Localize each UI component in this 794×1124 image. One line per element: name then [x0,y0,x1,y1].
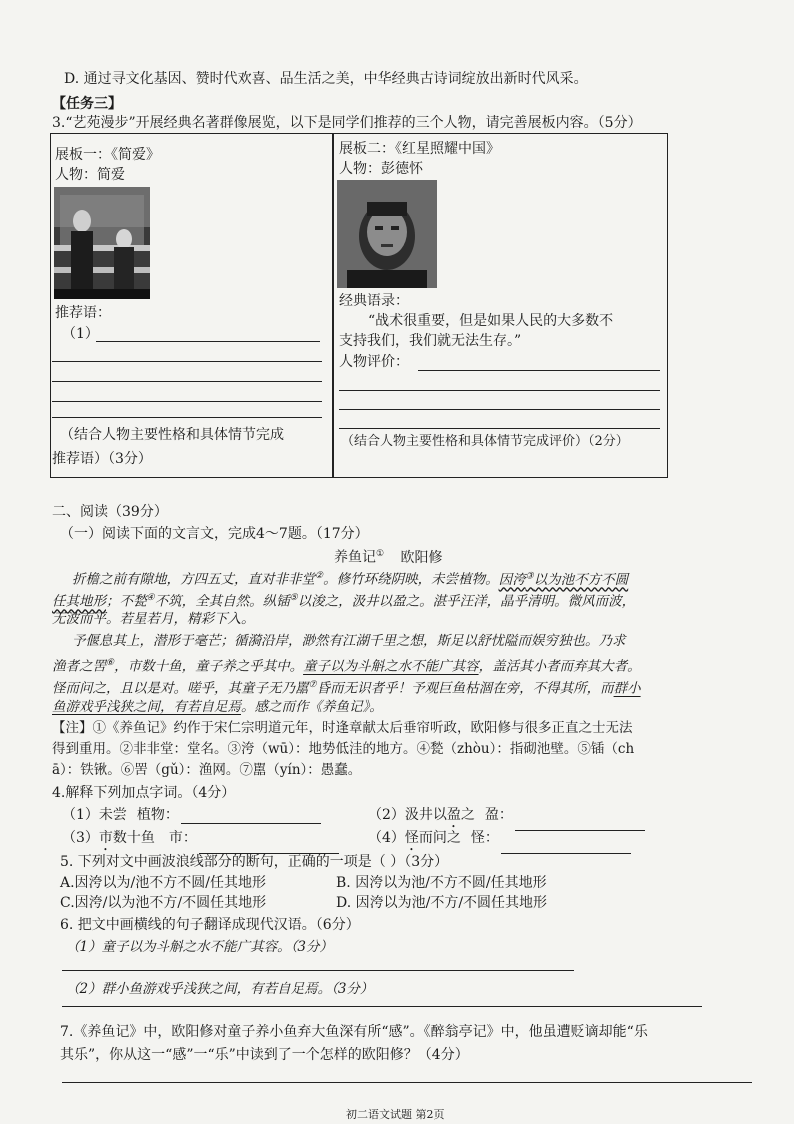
text-span: ，盖活其小者而弃其大者。 [478,658,641,675]
passage-p2-line3 [52,676,641,698]
board1-answer-line[interactable] [52,381,322,382]
q6-item2: （2）群小鱼游戏乎浅狭之间，有若自足焉。（3分） [66,981,374,997]
passage-p2-line2 [52,654,641,676]
q4-item1 [62,806,321,824]
text-span: 盈： [484,807,513,823]
task3-heading: 【任务三】 [52,96,122,112]
board2-answer-line[interactable] [418,370,660,371]
dotted-char: 市 [98,830,113,846]
footnote-marker: ⑥ [106,658,115,668]
text-span: 之 [460,807,475,823]
passage-author: 欧阳修 [400,549,443,566]
text-span: ；不甃 [106,593,147,610]
passage-p1-line2 [52,589,635,611]
q6-item1: （1）童子以为斗斛之水不能广其容。（3分） [66,939,333,955]
page-footer: 初二语文试题 第2页 [346,1108,445,1121]
footnote-marker: ③ [525,571,534,581]
text-span: 折檐之前有隙地，方四五丈，直对非非堂 [72,571,315,588]
text-span: （4） [368,830,405,846]
section2-heading: 二、阅读（39分） [52,504,168,520]
q5-option-d[interactable]: D. 因洿以为池/不方/不圆任其地形 [336,895,548,911]
board2-quote-1: “战术很重要，但是如果人民的大多数不 [368,313,614,329]
jane-eyre-photo [54,187,150,299]
q5-stem: 5. 下列对文中画波浪线部分的断句，正确的一项是（ ）（3分） [60,854,449,870]
footnote-marker: ⑤ [289,593,298,603]
text-span: 怪而问之，且以是对。嗟乎，其童子无乃嚚 [52,680,309,697]
board1-item-num: （1） [62,326,99,342]
q4-blank4[interactable] [501,839,631,854]
text-span: 怪： [470,830,499,846]
q7-answer-line[interactable] [62,1082,752,1083]
text-span: 市： [168,830,197,846]
task3-question: 3.“艺苑漫步”开展经典名著群像展览，以下是同学们推荐的三个人物，请完善展板内容。（5分） [52,115,642,131]
wavy-segment: 任其地形 [52,593,106,610]
text-span: 。修竹环绕阴映，未尝植物。 [323,571,499,588]
q4-blank3[interactable] [199,839,339,854]
section2-sub1: （一）阅读下面的文言文，完成4～7题。（17分） [60,526,369,542]
text-span: 而问之 [418,830,461,846]
q5-option-c[interactable]: C.因洿/以为池不方/不圆任其地形 [60,895,267,911]
board2-quote-2: 支持我们，我们就无法生存。” [339,333,522,349]
q6-answer-line[interactable] [62,970,574,971]
text-span: 以为池不方不圆 [533,571,629,588]
text-span: （2）汲井以 [368,807,447,823]
footnote-marker: ① [376,549,385,559]
underlined-sentence: 群小 [613,680,641,697]
option-d: D. 通过寻文化基因、赞时代欢喜、品生活之美，中华经典古诗词绽放出新时代风采。 [64,71,588,87]
notes-line3: ā）：铁锹。⑥罟（gǔ）：渔网。⑦嚚（yín）：愚蠢。 [52,762,362,778]
text-span: 数十鱼 [112,830,155,846]
text-span: 昏而无识者乎！予观巨鱼枯涸在旁，不得其所，而 [316,680,614,697]
q4-blank1[interactable] [181,809,321,824]
passage-title [334,545,443,567]
footnote-marker: ② [315,571,324,581]
passage-p2-line1: 予偃息其上，潜形于毫芒；循漪沿岸，渺然有江湖千里之想，斯足以舒忧隘而娱穷独也。乃求 [72,633,626,649]
notes-line1: 【注】①《养鱼记》约作于宋仁宗明道元年，时逢章献太后垂帘听政，欧阳修与很多正直之士无法 [52,720,633,736]
q4-item2 [368,806,645,831]
text-span: 不筑，全其自然。纵锸 [154,593,290,610]
board2-eval-label: 人物评价： [339,354,409,370]
footnote-marker: ⑦ [308,680,317,690]
dotted-char: 怪 [404,830,419,846]
board1-note-1: （结合人物主要性格和具体情节完成 [60,427,284,443]
board2-answer-line[interactable] [339,390,660,391]
q4-item3 [62,829,339,854]
text-span: 以浚之，汲井以盈之。湛乎汪洋，晶乎清明。微风而波， [297,593,636,610]
peng-dehuai-photo [337,180,437,288]
board1-answer-line[interactable] [52,417,322,418]
q6-stem: 6. 把文中画横线的句子翻译成现代汉语。（6分） [60,917,360,933]
q4-stem: 4.解释下列加点字词。（4分） [52,785,236,801]
q6-answer-line[interactable] [62,1006,702,1007]
board1-rec-label: 推荐语： [55,305,111,321]
passage-p1-line3: 无波而平。若星若月，精彩下入。 [52,611,255,627]
board1-answer-line[interactable] [52,361,322,362]
text-span: 因洿 [498,571,526,588]
text-span: （1）未尝 [62,807,127,823]
passage-p1-line1 [72,567,628,589]
text-span: ，市数十鱼，童子养之乎其中。 [114,658,304,675]
board2-quote-label: 经典语录： [339,293,409,309]
board1-answer-line[interactable] [96,341,320,342]
passage-title-text: 养鱼记 [334,549,376,566]
board1-note-2: 推荐语）（3分） [52,451,152,467]
dotted-char: 盈 [446,807,461,823]
notes-line2: 得到重用。②非非堂：堂名。③洿（wū）：地势低洼的地方。④甃（zhòu）：指砌池壁。⑤锸（ch [52,741,635,757]
board2-title: 展板二：《红星照耀中国》 [339,141,500,157]
footnote-marker: ④ [146,593,155,603]
wavy-segment [499,572,629,588]
q7-line1: 7.《养鱼记》中，欧阳修对童子养小鱼弃大鱼深有所“感”。《醉翁亭记》中，他虽遭贬谪却能“乐 [60,1024,648,1040]
text-span: 。感之而作《养鱼记》。 [241,699,383,715]
underlined-sentence: 童子以为斗斛之水不能广其容 [303,658,479,675]
text-span: 植物： [136,807,179,823]
board1-title: 展板一：《简爱》 [55,147,160,163]
board1-person: 人物：简爱 [55,167,125,183]
text-span: （3） [62,830,99,846]
passage-p2-line4 [52,698,383,716]
board2-note: （结合人物主要性格和具体情节完成评价）（2分） [341,434,629,449]
q4-item4 [368,829,631,854]
board1-answer-line[interactable] [52,401,322,402]
board2-answer-line[interactable] [339,428,660,429]
q5-option-b[interactable]: B. 因洿以为池/不方不圆/任其地形 [336,875,547,891]
q5-option-a[interactable]: A.因洿以为/池不方不圆/任其地形 [60,875,266,891]
q7-line2: 其乐”，你从这一“感”一“乐”中读到了一个怎样的欧阳修？（4分） [60,1047,469,1063]
board2-person: 人物：彭德怀 [339,161,423,177]
text-span: 渔者之罟 [52,658,106,675]
board2-answer-line[interactable] [339,409,660,410]
underlined-sentence: 鱼游戏乎浅狭之间，有若自足焉 [52,699,241,715]
